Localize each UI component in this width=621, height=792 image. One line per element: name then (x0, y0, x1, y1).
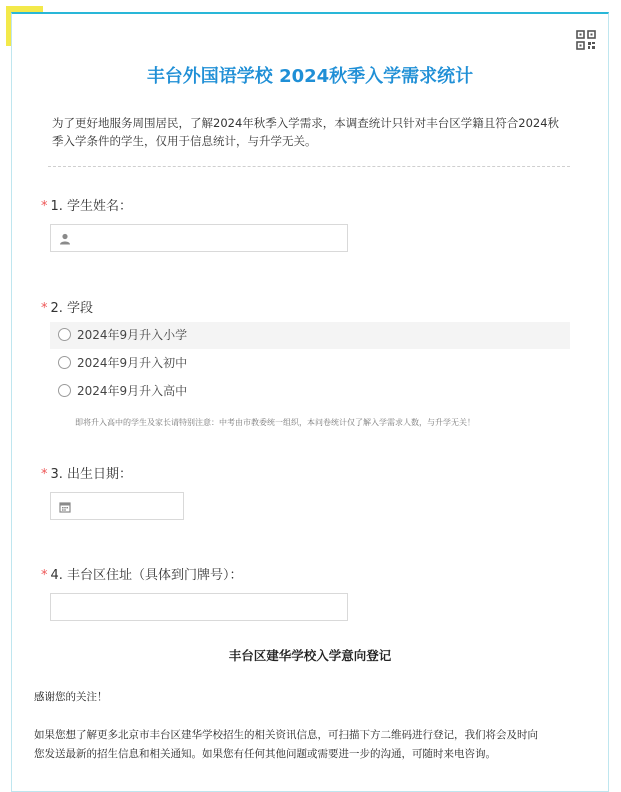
required-mark: * (41, 199, 48, 214)
required-mark: * (41, 568, 48, 583)
grade-option-senior[interactable] (50, 378, 570, 405)
survey-intro: 为了更好地服务周围居民，了解2024年秋季入学需求，本调查统计只针对丰台区学籍且符合2024秋季入学条件的学生，仅用于信息统计，与升学无关。 (52, 116, 560, 148)
question-3-label (41, 463, 132, 482)
thanks-text: 感谢您的关注！ (34, 691, 108, 703)
question-1-text: 1. 学生姓名： (50, 199, 133, 214)
question-2-text: 2. 学段 (50, 301, 94, 316)
radio-button[interactable] (58, 384, 71, 397)
calendar-icon (59, 501, 71, 513)
user-icon (59, 233, 71, 245)
birth-date-input[interactable] (50, 492, 184, 520)
grade-option-primary[interactable] (50, 322, 570, 349)
option-label: 2024年9月升入初中 (77, 356, 188, 370)
question-4-label (41, 564, 243, 583)
student-name-input[interactable] (50, 224, 348, 252)
option-label: 2024年9月升入高中 (77, 384, 188, 398)
survey-form (11, 12, 609, 792)
question-2-label (41, 297, 93, 316)
qr-code-icon[interactable] (576, 30, 596, 50)
question-1-label (41, 195, 132, 214)
registration-text: 如果您想了解更多北京市丰台区建华学校招生的相关资讯信息，可扫描下方二维码进行登记，我们将会及时向您发送最新的招生信息和相关通知。如果您有任何其他问题或需要进一步的沟通，可随时来电咨询。 (34, 729, 538, 760)
senior-note: 即将升入高中的学生及家长请特别注意：中考由市教委统一组织，本问卷统计仅了解入学需求人数，与升学无关！ (75, 418, 475, 427)
required-mark: * (41, 467, 48, 482)
required-mark: * (41, 301, 48, 316)
radio-button[interactable] (58, 328, 71, 341)
question-4-text: 4. 丰台区住址（具体到门牌号）： (50, 568, 243, 583)
divider (48, 166, 570, 167)
option-label: 2024年9月升入小学 (77, 328, 188, 342)
grade-option-junior[interactable] (50, 350, 570, 377)
section-title: 丰台区建华学校入学意向登记 (228, 648, 392, 663)
radio-button[interactable] (58, 356, 71, 369)
address-input[interactable] (50, 593, 348, 621)
question-3-text: 3. 出生日期： (50, 467, 133, 482)
survey-title: 丰台外国语学校 2024秋季入学需求统计 (146, 66, 474, 87)
